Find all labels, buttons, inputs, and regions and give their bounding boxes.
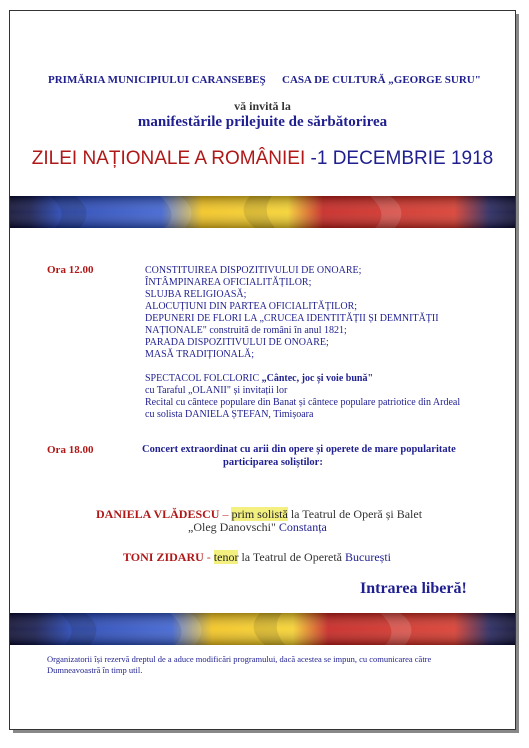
time-evening: Ora 18.00 (47, 444, 94, 456)
soloist-1-theatre (188, 520, 327, 535)
program-item: CONSTITUIREA DISPOZITIVULUI DE ONOARE; (145, 265, 362, 276)
folk-show-soloist: cu solista DANIELA ȘTEFAN, Timișoara (145, 409, 314, 420)
flag-banner-bottom (10, 613, 515, 645)
subtitle: manifestările prilejuite de sărbătorirea (137, 114, 388, 130)
folk-show-heading (145, 373, 373, 385)
footer-line-2: Dumneavoastră în timp util. (47, 665, 143, 675)
folk-show-band: cu Taraful „OLANII" și invitații lor (145, 385, 288, 396)
folk-show-recital: Recital cu cântece populare din Banat și cântece populare patriotice din Ardeal (145, 397, 461, 408)
concert-line: Concert extraordinat cu arii din opere și operete de mare popularitate (142, 444, 456, 455)
program-item: NAȚIONALE" construită de români în anul 1821; (145, 325, 347, 336)
time-noon: Ora 12.00 (47, 264, 94, 276)
soloist-1-role: prim solistă (231, 507, 288, 521)
footer-line-1: Organizatorii își rezervă dreptul de a aduce modificări programului, dacă acestea se impun, cu comunicarea către (47, 654, 432, 664)
soloist-2 (123, 550, 391, 565)
invite-line: vă invită la (234, 99, 291, 113)
soloist-1-dash: – (219, 507, 232, 521)
program-item: DEPUNERI DE FLORI LA „CRUCEA IDENTITĂȚII ȘI DEMNITĂȚII (145, 313, 439, 324)
soloist-1-city: Constanța (275, 520, 327, 534)
title-date: -1 DECEMBRIE 1918 (310, 148, 494, 169)
page-title (10, 148, 515, 170)
soloist-1-name: DANIELA VLĂDESCU (96, 507, 220, 521)
footer-note (47, 654, 431, 676)
organizer-city-hall: PRIMĂRIA MUNICIPIULUI CARANSEBEŞ (48, 74, 266, 86)
program-item: ALOCUȚIUNI DIN PARTEA OFICIALITĂȚILOR; (145, 301, 358, 312)
folk-show-title: „Cântec, joc și voie bună" (261, 373, 374, 384)
title-main: ZILEI NAȚIONALE A ROMÂNIEI (31, 148, 306, 169)
program-item: MASĂ TRADIȚIONALĂ; (145, 349, 254, 360)
romanian-flag-icon (10, 196, 515, 228)
program-item: ÎNTÂMPINAREA OFICIALITĂȚILOR; (145, 277, 312, 288)
program-item: SLUJBA RELIGIOASĂ; (145, 289, 247, 300)
soloist-1-venue: la Teatrul de Operă și Balet (287, 507, 423, 521)
soloist-1-theatre-name: „Oleg Danovschi" (188, 520, 276, 534)
concert-participants: participarea soliștilor: (223, 457, 323, 468)
romanian-flag-icon (10, 613, 515, 645)
invitation-page (9, 10, 516, 730)
soloist-2-role: tenor (213, 550, 239, 564)
flag-banner-top (10, 196, 515, 228)
soloist-2-name: TONI ZIDARU (123, 550, 204, 564)
soloist-2-dash: - (203, 550, 214, 564)
folk-show-label: SPECTACOL FOLCLORIC (145, 373, 262, 384)
program-item: PARADA DISPOZITIVULUI DE ONOARE; (145, 337, 329, 348)
free-entry: Intrarea liberă! (360, 580, 467, 597)
organizer-culture-house: CASA DE CULTURĂ „GEORGE SURU" (282, 74, 481, 86)
soloist-2-venue: la Teatrul de Operetă (238, 550, 346, 564)
soloist-2-city: București (345, 550, 392, 564)
